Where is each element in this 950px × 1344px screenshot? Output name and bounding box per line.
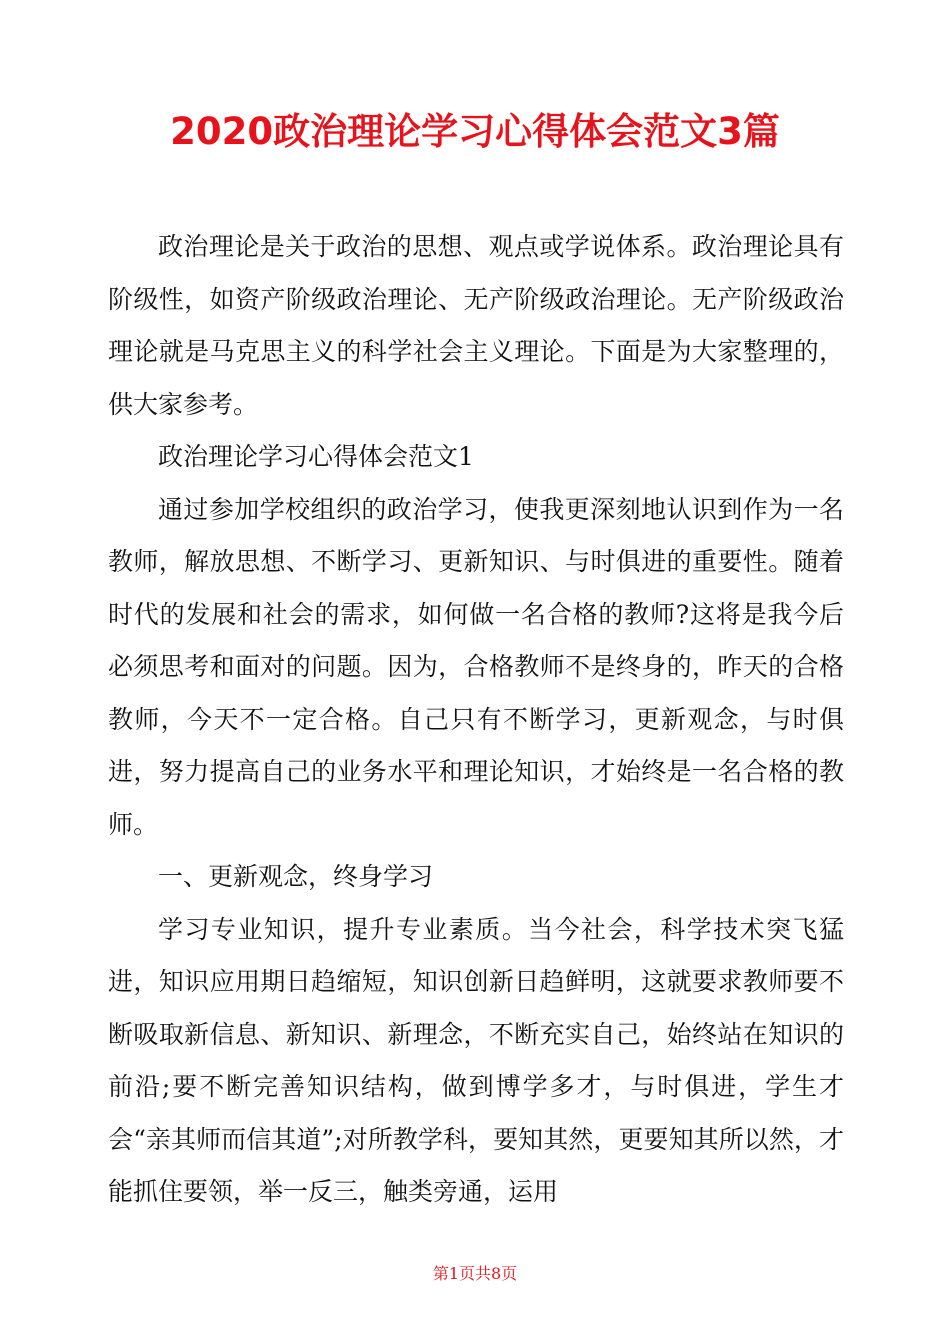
paragraph-essay-1: 通过参加学校组织的政治学习，使我更深刻地认识到作为一名教师，解放思想、不断学习、更新知识、与时俱进的重要性。随着时代的发展和社会的需求，如何做一名合格的教师?这将是我今后必须思考和面对的问题。因为，合格教师不是终身的，昨天的合格教师，今天不一定合格。自己只有不断学习，更新观念，与时俱进，努力提高自己的业务水平和理论知识，才始终是一名合格的教师。 xyxy=(108,494,844,839)
section-heading-essay-1: 政治理论学习心得体会范文1 xyxy=(158,442,474,471)
page-number-footer: 第1页共8页 xyxy=(432,1264,518,1283)
document-body xyxy=(108,221,844,1219)
section-heading-part-1: 一、更新观念，终身学习 xyxy=(158,862,434,891)
document-title: 2020政治理论学习心得体会范文3篇 xyxy=(170,110,780,153)
paragraph-part-1: 学习专业知识，提升专业素质。当今社会，科学技术突飞猛进，知识应用期日趋缩短，知识创新日趋鲜明，这就要求教师要不断吸取新信息、新知识、新理念，不断充实自己，始终站在知识的前沿;要不断完善知识结构，做到博学多才，与时俱进，学生才会“亲其师而信其道”;对所教学科，要知其然，更要知其所以然，才能抓住要领，举一反三，触类旁通，运用 xyxy=(108,914,844,1206)
paragraph-intro: 政治理论是关于政治的思想、观点或学说体系。政治理论具有阶级性，如资产阶级政治理论、无产阶级政治理论。无产阶级政治理论就是马克思主义的科学社会主义理论。下面是为大家整理的，供大家参考。 xyxy=(108,232,844,419)
